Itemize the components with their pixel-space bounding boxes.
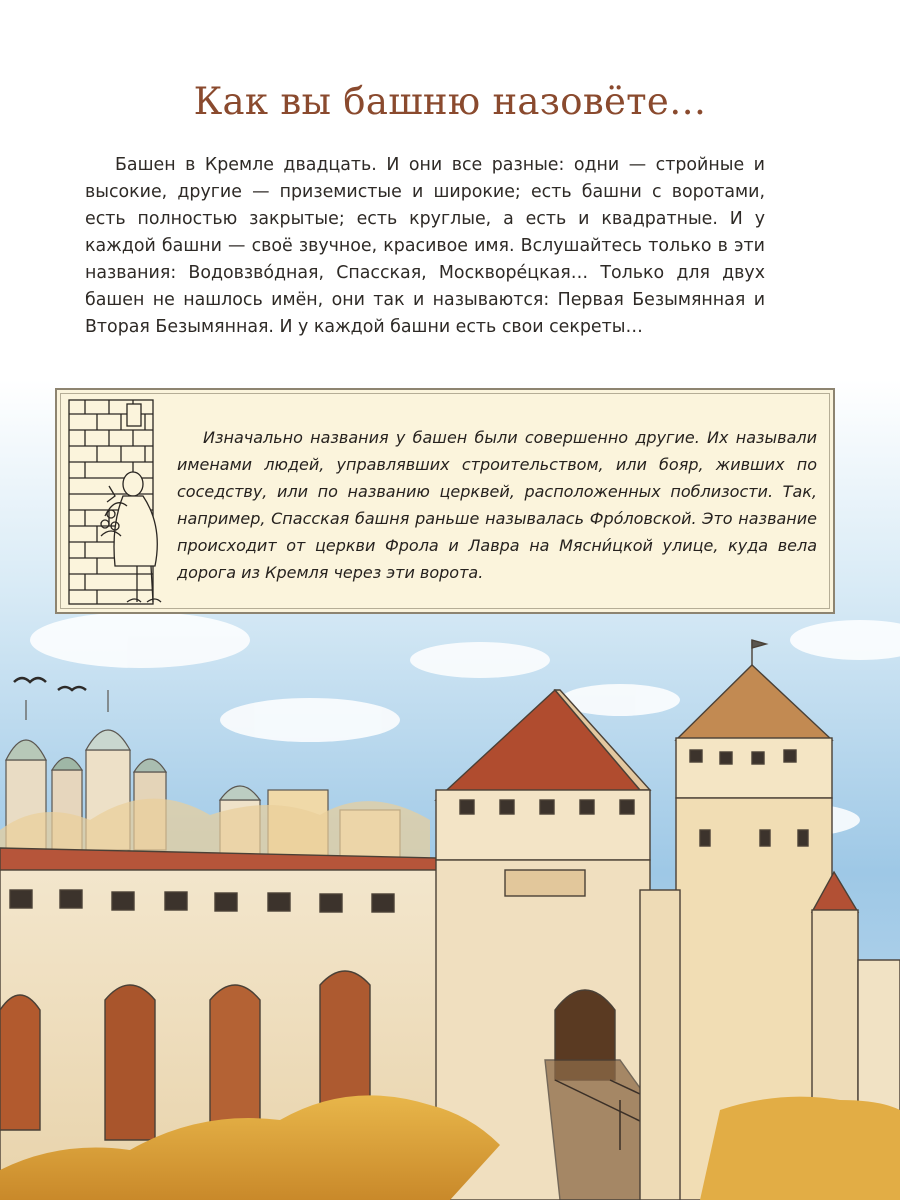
intro-paragraph: Башен в Кремле двадцать. И они все разные: одни — стройные и высокие, другие — приземистые и широкие; есть башни с воротами, есть полностью закрытые; есть круглые, а есть и квадратные. И у каждой башни — своё звучное, красивое имя. Вслушайтесь только в эти названия: Водовзво́дная, Спасская, Москворе́цкая… Только для двух башен не нашлось имён, они так и называются: Первая Безымянная и Вторая Безымянная. И у каждой башни есть свои секреты… xyxy=(85,155,765,337)
page-title: Как вы башню назовёте… xyxy=(193,80,707,123)
note-text: Изначально названия у башен были совершенно другие. Их называли именами людей, управлявших строительством, или бояр, живших по соседству, или по названию церквей, расположенных поблизости. Так, например, Спасская башня раньше называлась Фро́ловской. Это название происходит от церкви Фрола и Лавра на Мясни́цкой улице, куда вела дорога из Кремля через эти ворота. xyxy=(177,428,817,582)
foreground-grass-right xyxy=(700,1097,900,1200)
note-box xyxy=(55,388,835,614)
tower-sketch-icon xyxy=(65,396,175,608)
